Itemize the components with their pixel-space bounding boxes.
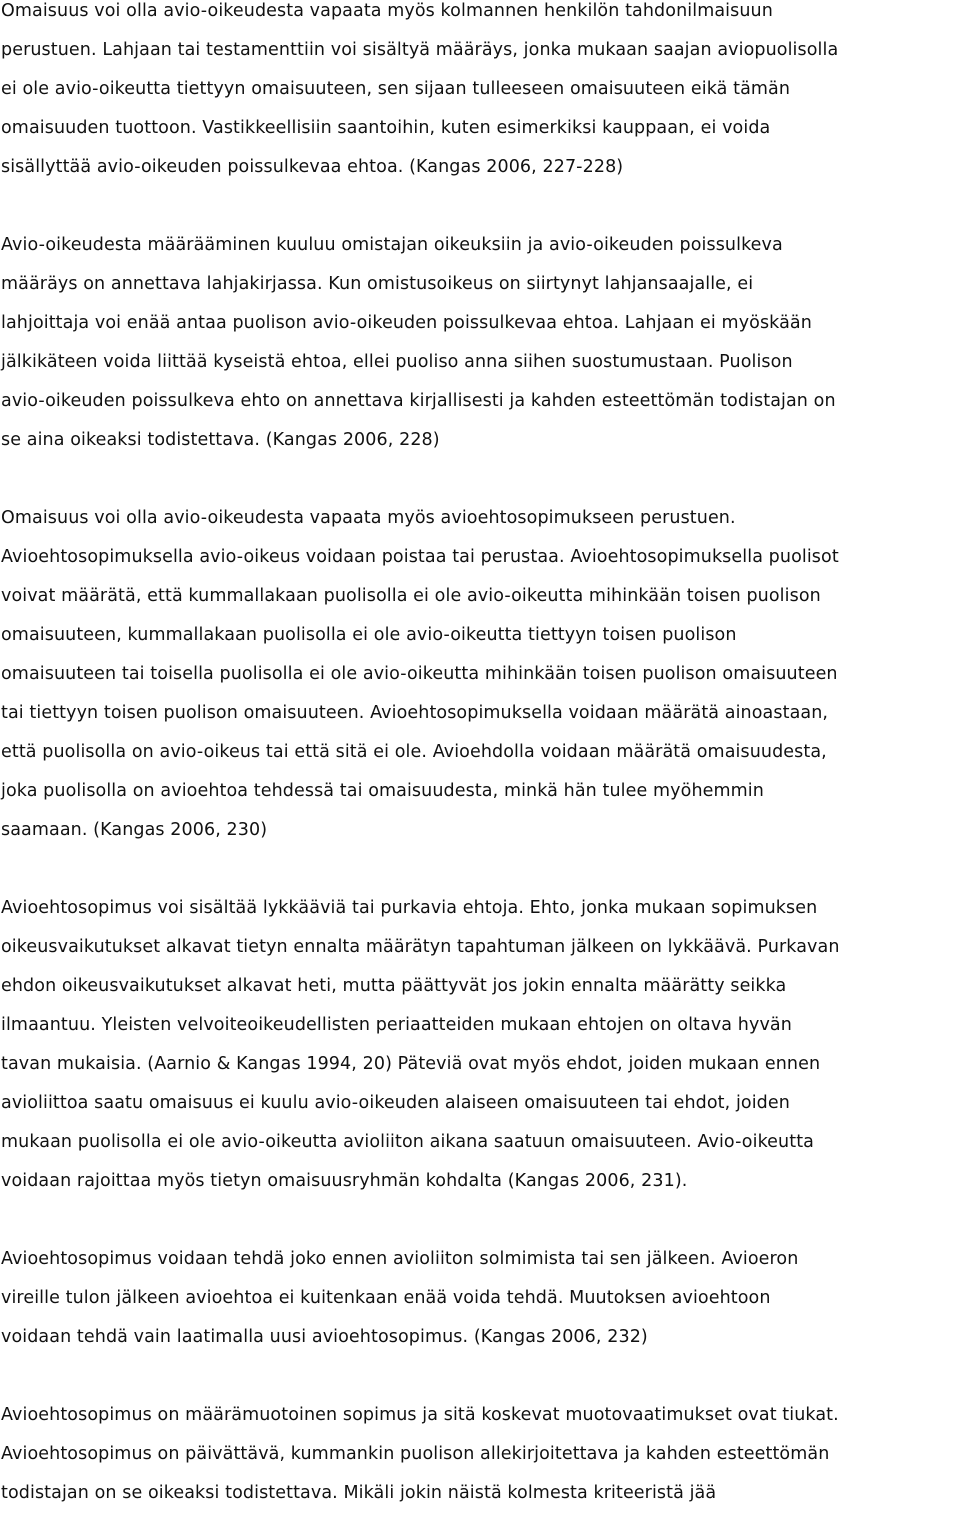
- paragraph-3: Omaisuus voi olla avio-oikeudesta vapaata myös avioehtosopimukseen perustuen. Avioehtosopimuksella avio-oikeus voidaan poistaa tai perustaa. Avioehtosopimuksella puolisot voivat määrätä, että kummallakaan puolisolla ei ole avio-oikeutta mihinkään toisen puolison omaisuuteen, kummallakaan puolisolla ei ole avio-oikeutta tiettyyn toisen puolison omaisuuteen tai toisella puolisolla ei ole avio-oikeutta mihinkään toisen puolison omaisuuteen tai tiettyyn toisen puolison omaisuuteen. Avioehtosopimuksella voidaan määrätä ainoastaan, että puolisolla on avio-oikeus tai että sitä ei ole. Avioehdolla voidaan määrätä omaisuudesta, joka puolisolla on avioehtoa tehdessä tai omaisuudesta, minkä hän tulee myöhemmin saamaan. (Kangas 2006, 230): [1, 508, 839, 840]
- paragraph-1: Omaisuus voi olla avio-oikeudesta vapaata myös kolmannen henkilön tahdonilmaisuun perustuen. Lahjaan tai testamenttiin voi sisältyä määräys, jonka mukaan saajan aviopuolisolla ei ole avio-oikeutta tiettyyn omaisuuteen, sen sijaan tulleeseen omaisuuteen eikä tämän omaisuuden tuottoon. Vastikkeellisiin saantoihin, kuten esimerkiksi kauppaan, ei voida sisällyttää avio-oikeuden poissulkevaa ehtoa. (Kangas 2006, 227-228): [1, 1, 839, 177]
- paragraph-5: Avioehtosopimus voidaan tehdä joko ennen avioliiton solmimista tai sen jälkeen. Avioeron vireille tulon jälkeen avioehtoa ei kuitenkaan enää voida tehdä. Muutoksen avioehtoon voidaan tehdä vain laatimalla uusi avioehtosopimus. (Kangas 2006, 232): [1, 1249, 799, 1347]
- paragraph-2: Avio-oikeudesta määrääminen kuuluu omistajan oikeuksiin ja avio-oikeuden poissulkeva määräys on annettava lahjakirjassa. Kun omistusoikeus on siirtynyt lahjansaajalle, ei lahjoittaja voi enää antaa puolison avio-oikeuden poissulkevaa ehtoa. Lahjaan ei myöskään jälkikäteen voida liittää kyseistä ehtoa, ellei puoliso anna siihen suostumustaan. Puolison avio-oikeuden poissulkeva ehto on annettava kirjallisesti ja kahden esteettömän todistajan on se aina oikeaksi todistettava. (Kangas 2006, 228): [1, 235, 836, 450]
- paragraph-6: Avioehtosopimus on määrämuotoinen sopimus ja sitä koskevat muotovaatimukset ovat tiukat. Avioehtosopimus on päivättävä, kummankin puolison allekirjoitettava ja kahden esteettömän todistajan on se oikeaksi todistettava. Mikäli jokin näistä kolmesta kriteeristä jää: [1, 1405, 839, 1503]
- paragraph-4: Avioehtosopimus voi sisältää lykkääviä tai purkavia ehtoja. Ehto, jonka mukaan sopimuksen oikeusvaikutukset alkavat tietyn ennalta määrätyn tapahtuman jälkeen on lykkäävä. Purkavan ehdon oikeusvaikutukset alkavat heti, mutta päättyvät jos jokin ennalta määrätty seikka ilmaantuu. Yleisten velvoiteoikeudellisten periaatteiden mukaan ehtojen on oltava hyvän tavan mukaisia. (Aarnio & Kangas 1994, 20) Päteviä ovat myös ehdot, joiden mukaan ennen avioliittoa saatu omaisuus ei kuulu avio-oikeuden alaiseen omaisuuteen tai ehdot, joiden mukaan puolisolla ei ole avio-oikeutta avioliiton aikana saatuun omaisuuteen. Avio-oikeutta voidaan rajoittaa myös tietyn omaisuusryhmän kohdalta (Kangas 2006, 231).: [1, 898, 840, 1191]
